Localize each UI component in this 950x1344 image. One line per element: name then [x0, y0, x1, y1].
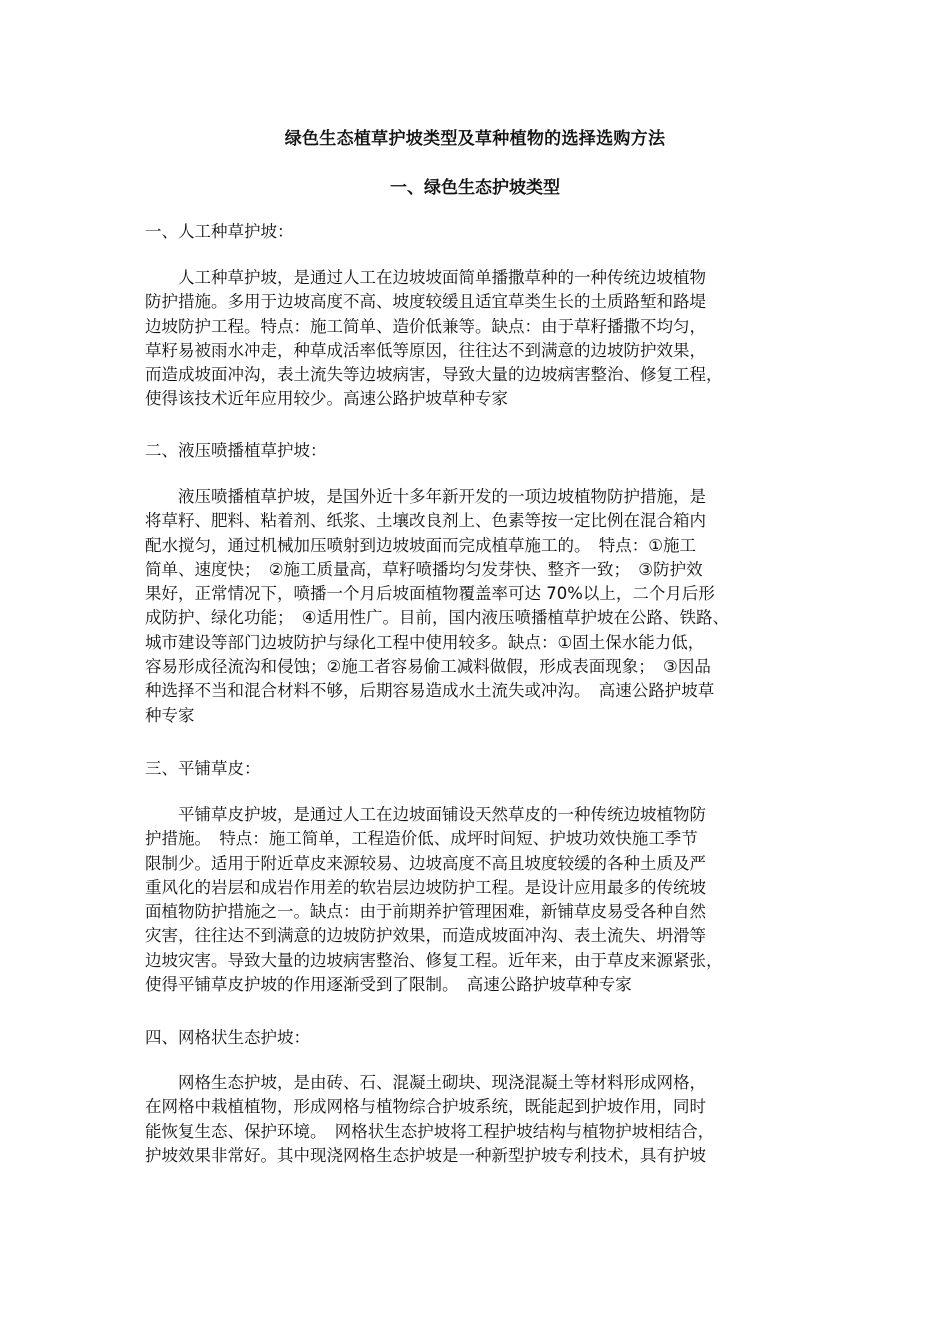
section-heading-sod-laying: 三、平铺草皮：	[145, 759, 261, 778]
paragraph-line: 使得平铺草皮护坡的作用逐渐受到了限制。 高速公路护坡草种专家	[145, 975, 632, 995]
paragraph-line: 边坡灾害。导致大量的边坡病害整治、修复工程。近年来，由于草皮来源紧张，	[145, 950, 723, 970]
section-title: 一、绿色生态护坡类型	[390, 178, 560, 198]
paragraph-line: 草籽易被雨水冲走，种草成活率低等原因，往往达不到满意的边坡防护效果，	[145, 340, 706, 360]
paragraph-line: 城市建设等部门边坡防护与绿化工程中使用较多。缺点：①固土保水能力低，	[145, 632, 705, 652]
paragraph-line: 种专家	[145, 705, 195, 725]
paragraph-artificial-grass	[145, 266, 825, 412]
paragraph-line: 护措施。 特点：施工简单，工程造价低、成坪时间短、护坡功效快施工季节	[145, 829, 698, 849]
paragraph-line: 在网格中栽植植物，形成网格与植物综合护坡系统，既能起到护坡作用，同时	[145, 1097, 706, 1117]
paragraph-line: 配水搅匀，通过机械加压喷射到边坡坡面而完成植草施工的。 特点：①施工	[145, 535, 697, 555]
paragraph-line: 网格生态护坡，是由砖、石、混凝土砌块、现浇混凝土等材料形成网格，	[145, 1073, 706, 1092]
paragraph-line: 容易形成径流沟和侵蚀；②施工者容易偷工减料做假，形成表面现象； ③因品	[145, 657, 711, 677]
paragraph-line: 使得该技术近年应用较少。高速公路护坡草种专家	[145, 389, 508, 409]
paragraph-line: 边坡防护工程。特点：施工简单、造价低兼等。缺点：由于草籽播撒不均匀，	[145, 316, 706, 336]
paragraph-line: 而造成坡面冲沟，表土流失等边坡病害，导致大量的边坡病害整治、修复工程，	[145, 365, 723, 385]
paragraph-hydroseeding	[145, 485, 825, 728]
paragraph-sod-laying	[145, 803, 825, 997]
document-title: 绿色生态植草护坡类型及草种植物的选择选购方法	[284, 129, 666, 149]
paragraph-line: 简单、速度快； ②施工质量高，草籽喷播均匀发芽快、整齐一致； ③防护效	[145, 559, 703, 579]
section-heading-artificial-grass: 一、人工种草护坡：	[145, 222, 294, 241]
paragraph-line: 人工种草护坡，是通过人工在边坡坡面简单播撒草种的一种传统边坡植物	[145, 268, 706, 287]
section-heading-grid-slope: 四、网格状生态护坡：	[145, 1028, 310, 1047]
paragraph-line: 防护措施。多用于边坡高度不高、坡度较缓且适宜草类生长的土质路堑和路堤	[145, 292, 706, 312]
paragraph-line: 种选择不当和混合材料不够，后期容易造成水土流失或冲沟。 高速公路护坡草	[145, 681, 715, 701]
section-heading-hydroseeding: 二、液压喷播植草护坡：	[145, 441, 327, 460]
paragraph-line: 能恢复生态、保护环境。 网格状生态护坡将工程护坡结构与植物护坡相结合，	[145, 1121, 715, 1141]
paragraph-line: 重风化的岩层和成岩作用差的软岩层边坡防护工程。是设计应用最多的传统坡	[145, 877, 706, 897]
paragraph-line: 液压喷播植草护坡，是国外近十多年新开发的一项边坡植物防护措施，是	[145, 487, 706, 506]
paragraph-line: 将草籽、肥料、粘着剂、纸浆、土壤改良剂上、色素等按一定比例在混合箱内	[145, 511, 706, 531]
paragraph-grid-slope	[145, 1071, 825, 1168]
paragraph-line: 灾害，往往达不到满意的边坡防护效果，而造成坡面冲沟、表土流失、坍滑等	[145, 926, 706, 946]
paragraph-line: 果好，正常情况下，喷播一个月后坡面植物覆盖率可达 70%以上，二个月后形	[145, 584, 715, 604]
paragraph-line: 平铺草皮护坡，是通过人工在边坡面铺设天然草皮的一种传统边坡植物防	[145, 805, 706, 824]
paragraph-line: 护坡效果非常好。其中现浇网格生态护坡是一种新型护坡专利技术，具有护坡	[145, 1145, 706, 1165]
paragraph-line: 成防护、绿化功能； ④适用性广。目前，国内液压喷播植草护坡在公路、铁路、	[145, 608, 730, 628]
paragraph-line: 限制少。适用于附近草皮来源较易、边坡高度不高且坡度较缓的各种土质及严	[145, 853, 706, 873]
paragraph-line: 面植物防护措施之一。缺点：由于前期养护管理困难，新铺草皮易受各种自然	[145, 902, 706, 922]
